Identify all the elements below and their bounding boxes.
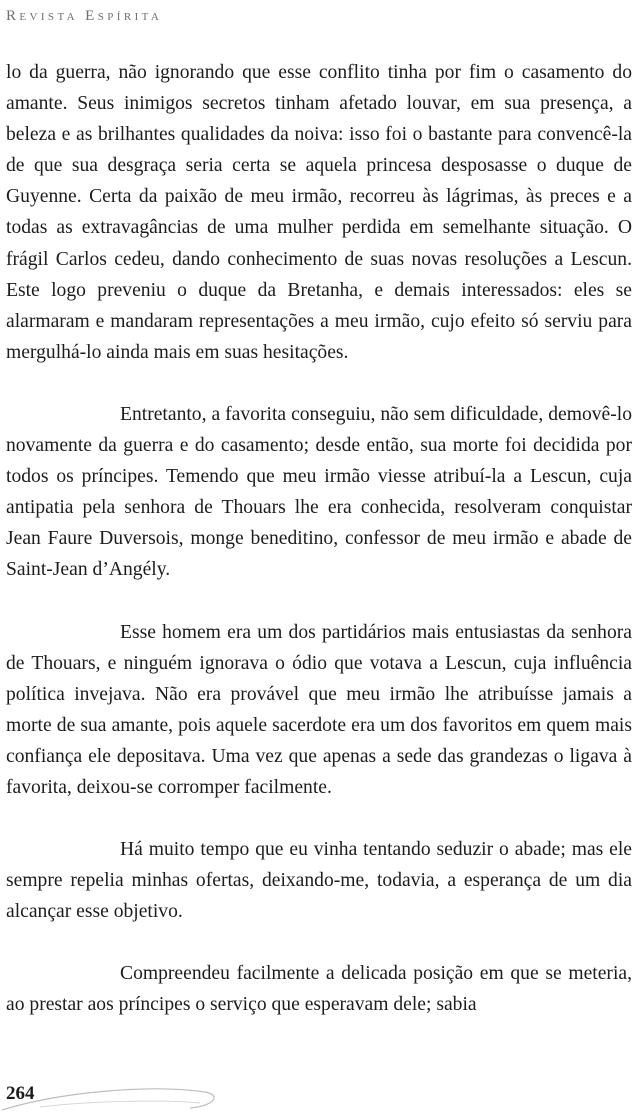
paragraph: Há muito tempo que eu vinha tentando seduzir o abade; mas ele sempre repelia minhas ofertas, deixando-me, todavia, a esperança de um dia alcançar esse objetivo. [6,839,632,923]
running-header-title: Revista Espírita [6,8,163,24]
body-text [6,57,632,1021]
paragraph: Compreendeu facilmente a delicada posição em que se meteria, ao prestar aos príncipes o serviço que esperavam dele; sabia [6,963,632,1016]
page-number: 264 [6,1083,35,1104]
paragraph: Entretanto, a favorita conseguiu, não sem dificuldade, demovê-lo novamente da guerra e do casamento; desde então, sua morte foi decidida por todos os príncipes. Temendo que meu irmão viesse atribuí-la a Lescun, cuja antipatia pela senhora de Thouars lhe era conhecida, resolveram conquistar Jean Faure Duversois, monge beneditino, confessor de meu irmão e abade de Saint-Jean d’Angély. [6,403,632,581]
paragraph: Esse homem era um dos partidários mais entusiastas da senhora de Thouars, e ninguém ignorava o ódio que votava a Lescun, cuja influência política invejava. Não era provável que meu irmão lhe atribuísse jamais a morte de sua amante, pois aquele sacerdote era um dos favoritos em quem mais confiança ele depositava. Uma vez que apenas a sede das grandezas o ligava à favorita, deixou-se corromper facilmente. [6,621,632,798]
paragraph-continuation: lo da guerra, não ignorando que esse conflito tinha por fim o casamento do amante. Seus inimigos secretos tinham afetado louvar, em sua presença, a beleza e as brilhantes qualidades da noiva: isso foi o bastante para convencê-la de que sua desgraça seria certa se aquela princesa desposasse o duque de Guyenne. Certa da paixão de meu irmão, recorreu às lágrimas, às preces e a todas as extravagâncias de uma mulher perdida em semelhante situação. O frágil Carlos cedeu, dando conhecimento de suas novas resoluções a Lescun. Este logo preveniu o duque da Bretanha, e demais interessados: eles se alarmaram e mandaram representações a meu irmão, cujo efeito só serviu para mergulhá-lo ainda mais em suas hesitações. [6,62,632,363]
